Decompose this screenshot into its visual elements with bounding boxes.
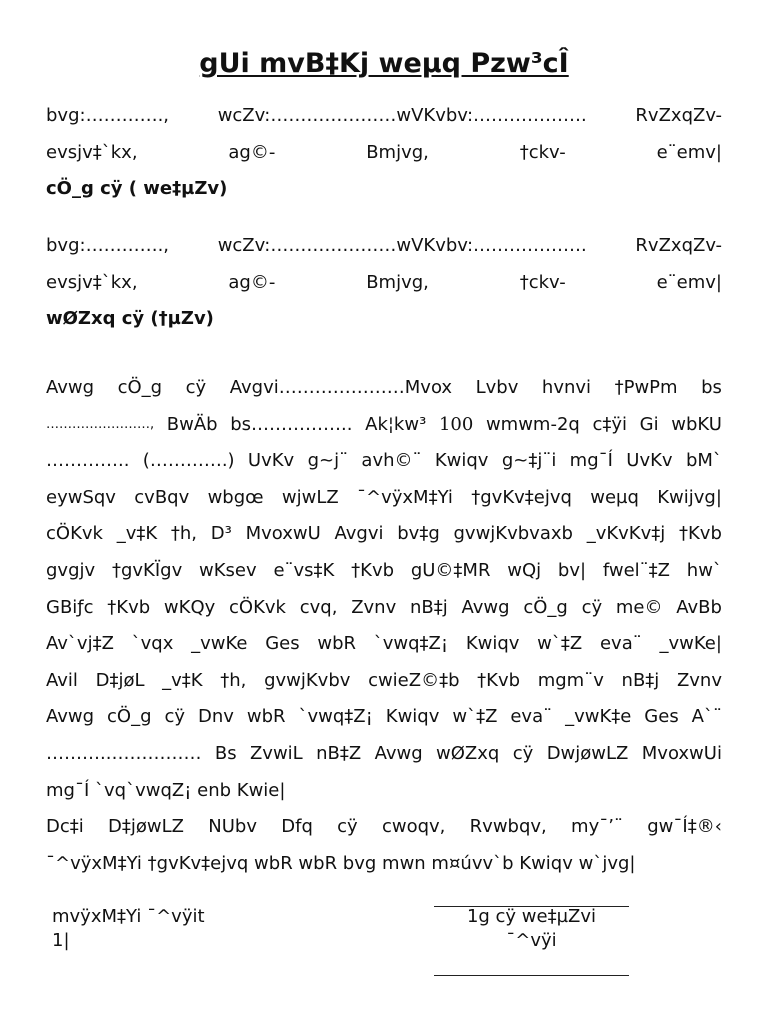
body-word: †h, <box>220 669 247 691</box>
body-word: DwjøwLZ <box>546 742 629 764</box>
seller-name-field: bvg:…………., <box>46 105 170 126</box>
body-word: wbgœ <box>207 486 264 508</box>
body-word: _v‡K <box>116 523 158 545</box>
body-word: Avgvi…………………Mvox <box>229 377 453 398</box>
body-word: †gvKv‡ejvq <box>471 486 572 508</box>
body-line <box>46 699 722 736</box>
body-word: nB‡Z <box>316 742 362 764</box>
body-word: gw¯Í‡®‹ <box>647 816 722 838</box>
body-word: †Kvb <box>107 596 151 618</box>
body-word: Avwg <box>461 596 510 618</box>
body-word: Rvwbqv, <box>469 816 547 838</box>
buyer-party-heading: wØZxq cÿ (†µZv) <box>46 308 214 329</box>
body-word: weµq <box>590 486 639 508</box>
body-word: GBiƒc <box>46 596 94 618</box>
body-word: NUbv <box>208 816 257 838</box>
body-word: wKsev <box>199 559 257 581</box>
body-word: Dnv <box>197 706 234 728</box>
body-word: nB‡j <box>409 596 448 618</box>
body-word: mgm¨v <box>537 669 604 691</box>
document-page <box>46 0 722 1024</box>
seller-nationality-field: RvZxqZv- <box>635 105 722 126</box>
seller-profession-label: †ckv- <box>519 141 566 163</box>
buyer-block <box>46 228 722 338</box>
body-word: Lvbv <box>475 377 519 398</box>
seller-info-line-2 <box>46 135 722 172</box>
body-word: wQj <box>507 559 542 581</box>
body-line-last: ¯^vÿxM‡Yi †gvKv‡ejvq wbR wbR bvg mwn m¤úvv`b Kwiqv w`jvg| <box>46 852 636 874</box>
body-word: nB‡j <box>621 669 660 691</box>
body-word: †h, <box>170 523 198 545</box>
body-word: me© <box>615 596 663 618</box>
body-word: `vqx <box>131 633 174 655</box>
body-line-last: mg¯Í `vq`vwqZ¡ enb Kwie| <box>46 779 286 801</box>
body-word: †Kvb <box>679 523 722 545</box>
body-word: cÿ <box>185 377 207 398</box>
body-word: eywSqv <box>46 486 116 508</box>
body-word: UvKv <box>626 450 673 472</box>
body-word: Zvnv <box>351 596 397 618</box>
body-word: Avwg <box>46 377 95 398</box>
body-line <box>46 590 722 627</box>
body-word: Bs <box>214 742 237 764</box>
body-word: eva¨ <box>510 706 553 728</box>
body-word: _v‡K <box>162 669 203 691</box>
seller-signature-block <box>434 905 629 953</box>
body-word: Kwiqv <box>434 450 489 472</box>
body-word: gvwjKvbv <box>264 669 351 691</box>
body-word: wØZxq <box>436 742 500 764</box>
body-word: D‡jøwLZ <box>108 816 184 838</box>
body-word: cÿ <box>512 742 534 764</box>
agreement-body <box>46 370 722 882</box>
buyer-profession-value: e¨emv| <box>656 271 722 293</box>
seller-nationality-value: evsjv‡`kx, <box>46 141 138 163</box>
buyer-nationality-field: RvZxqZv- <box>635 235 722 256</box>
body-word: gU©‡MR <box>410 559 491 581</box>
seller-signature-label: 1g cÿ we‡µZvi <box>466 906 597 927</box>
engine-capacity-value: 100 <box>438 413 474 435</box>
body-word: wmwm-2q <box>485 413 580 435</box>
body-word: AvBb <box>676 596 722 618</box>
seller-info-line-1 <box>46 98 722 135</box>
seller-profession-value: e¨emv| <box>656 141 722 163</box>
body-word: wjwLZ <box>281 486 339 508</box>
body-word: cwoqv, <box>381 816 446 838</box>
body-word: cÿ <box>164 706 186 728</box>
body-word: mg¯Í <box>569 450 613 472</box>
body-word: cÖKvk <box>229 596 286 618</box>
body-line <box>46 663 722 700</box>
body-word: ZvwiL <box>249 742 303 764</box>
body-word: _vwKe <box>191 633 248 655</box>
body-word: MvoxwUi <box>641 742 722 764</box>
chassis-number-blank: ……………………, <box>46 416 155 432</box>
body-word: wbR <box>246 706 286 728</box>
body-word: Kwijvg| <box>657 486 722 508</box>
buyer-info-line-1 <box>46 228 722 265</box>
body-word: Ges <box>644 706 679 728</box>
body-line <box>46 736 722 773</box>
document-title: gUi mvB‡Kj weµq Pzw³cÎ <box>199 48 569 79</box>
body-word: cÖ_g <box>107 706 152 728</box>
seller-signature-sublabel: ¯^vÿi <box>506 930 557 951</box>
body-line <box>46 553 722 590</box>
seller-father-address-field: wcZv:…………………wVKvbv:………………. <box>217 105 587 126</box>
body-word: w`‡Z <box>537 633 583 655</box>
date-blank: ………..…………… <box>46 742 202 764</box>
body-word: bs <box>701 377 722 398</box>
body-word: w`‡Z <box>452 706 498 728</box>
buyer-religion-value: Bmjvg, <box>366 271 429 293</box>
body-word: cÿ <box>337 816 358 838</box>
body-word: Avwg <box>374 742 423 764</box>
body-word: Kwiqv <box>385 706 440 728</box>
witness-signature-block <box>52 905 205 953</box>
body-word: bM` <box>685 450 722 472</box>
price-amount-blank: ………….. <box>46 450 130 472</box>
buyer-info-line-2 <box>46 265 722 302</box>
body-word: cÖ_g <box>117 377 163 398</box>
body-word: †Kvb <box>351 559 395 581</box>
buyer-name-field: bvg:…………., <box>46 235 170 256</box>
buyer-nationality-value: evsjv‡`kx, <box>46 271 138 293</box>
body-word: Ak¦kw³ <box>365 413 427 435</box>
body-word: cvq, <box>299 596 338 618</box>
seller-religion-label: ag©- <box>228 141 276 163</box>
body-line <box>46 443 722 480</box>
engine-number-blank: bs…………….. <box>230 413 353 435</box>
body-word: cwieZ©‡b <box>368 669 460 691</box>
body-word: D³ <box>210 523 232 545</box>
body-word: gvgjv <box>46 559 96 581</box>
body-word: g~j¨ <box>307 450 349 472</box>
body-word: Avil <box>46 669 78 691</box>
body-word: wbR <box>317 633 356 655</box>
body-word: Dfq <box>281 816 313 838</box>
price-words-blank: (………….) <box>142 450 235 472</box>
body-line <box>46 407 722 444</box>
body-word: wKQy <box>163 596 216 618</box>
body-word: _vwKe| <box>659 633 722 655</box>
body-word: Ges <box>265 633 300 655</box>
body-word: D‡jøL <box>95 669 145 691</box>
body-word: cÖ_g <box>523 596 568 618</box>
body-line <box>46 516 722 553</box>
body-word: bv| <box>557 559 587 581</box>
seller-block <box>46 98 722 208</box>
body-word: Avwg <box>46 706 95 728</box>
body-word: wbKU <box>671 413 722 435</box>
witness-signature-label: mvÿxM‡Yi ¯^vÿit <box>52 906 205 927</box>
body-line <box>46 809 722 846</box>
body-word: eva¨ <box>599 633 642 655</box>
body-word: ¯^vÿxM‡Yi <box>357 486 453 508</box>
body-word: bv‡g <box>397 523 440 545</box>
signature-line-bottom <box>434 975 629 976</box>
buyer-father-address-field: wcZv:…………………wVKvbv:………………. <box>217 235 587 256</box>
body-line <box>46 626 722 663</box>
body-word: Kwiqv <box>465 633 520 655</box>
body-word: MvoxwU <box>245 523 321 545</box>
body-word: †Kvb <box>477 669 521 691</box>
body-word: Av`vj‡Z <box>46 633 114 655</box>
body-word: avh©¨ <box>361 450 422 472</box>
body-word: †PwPm <box>614 377 678 398</box>
body-word: my¯’¨ <box>571 816 623 838</box>
body-word: †gvKÏgv <box>111 559 183 581</box>
body-word: cÖKvk <box>46 523 103 545</box>
body-word: `vwq‡Z¡ <box>298 706 373 728</box>
body-word: hw` <box>686 559 722 581</box>
body-word: e¨vs‡K <box>273 559 335 581</box>
body-word: Dc‡i <box>46 816 84 838</box>
seller-party-heading: cÖ_g cÿ ( we‡µZv) <box>46 178 228 199</box>
body-word: A`¨ <box>691 706 722 728</box>
buyer-profession-label: †ckv- <box>519 271 566 293</box>
body-word: _vKvKv‡j <box>586 523 666 545</box>
body-word: fwel¨‡Z <box>602 559 670 581</box>
body-line <box>46 480 722 517</box>
body-word: hvnvi <box>541 377 592 398</box>
body-word: g~‡j¨i <box>501 450 557 472</box>
body-word: `vwq‡Z¡ <box>373 633 449 655</box>
body-word: Gi <box>639 413 659 435</box>
body-word: Zvnv <box>676 669 722 691</box>
seller-religion-value: Bmjvg, <box>366 141 429 163</box>
body-word: c‡ÿi <box>592 413 628 435</box>
body-word: Avgvi <box>334 523 384 545</box>
body-word: BwÄb <box>166 413 218 435</box>
body-word: gvwjKvbvaxb <box>453 523 573 545</box>
body-word: _vwK‡e <box>565 706 632 728</box>
body-word: cÿ <box>581 596 603 618</box>
body-word: UvKv <box>247 450 295 472</box>
body-word: cvBqv <box>134 486 190 508</box>
witness-number-1: 1| <box>52 930 70 951</box>
body-line <box>46 370 722 407</box>
buyer-religion-label: ag©- <box>228 271 276 293</box>
